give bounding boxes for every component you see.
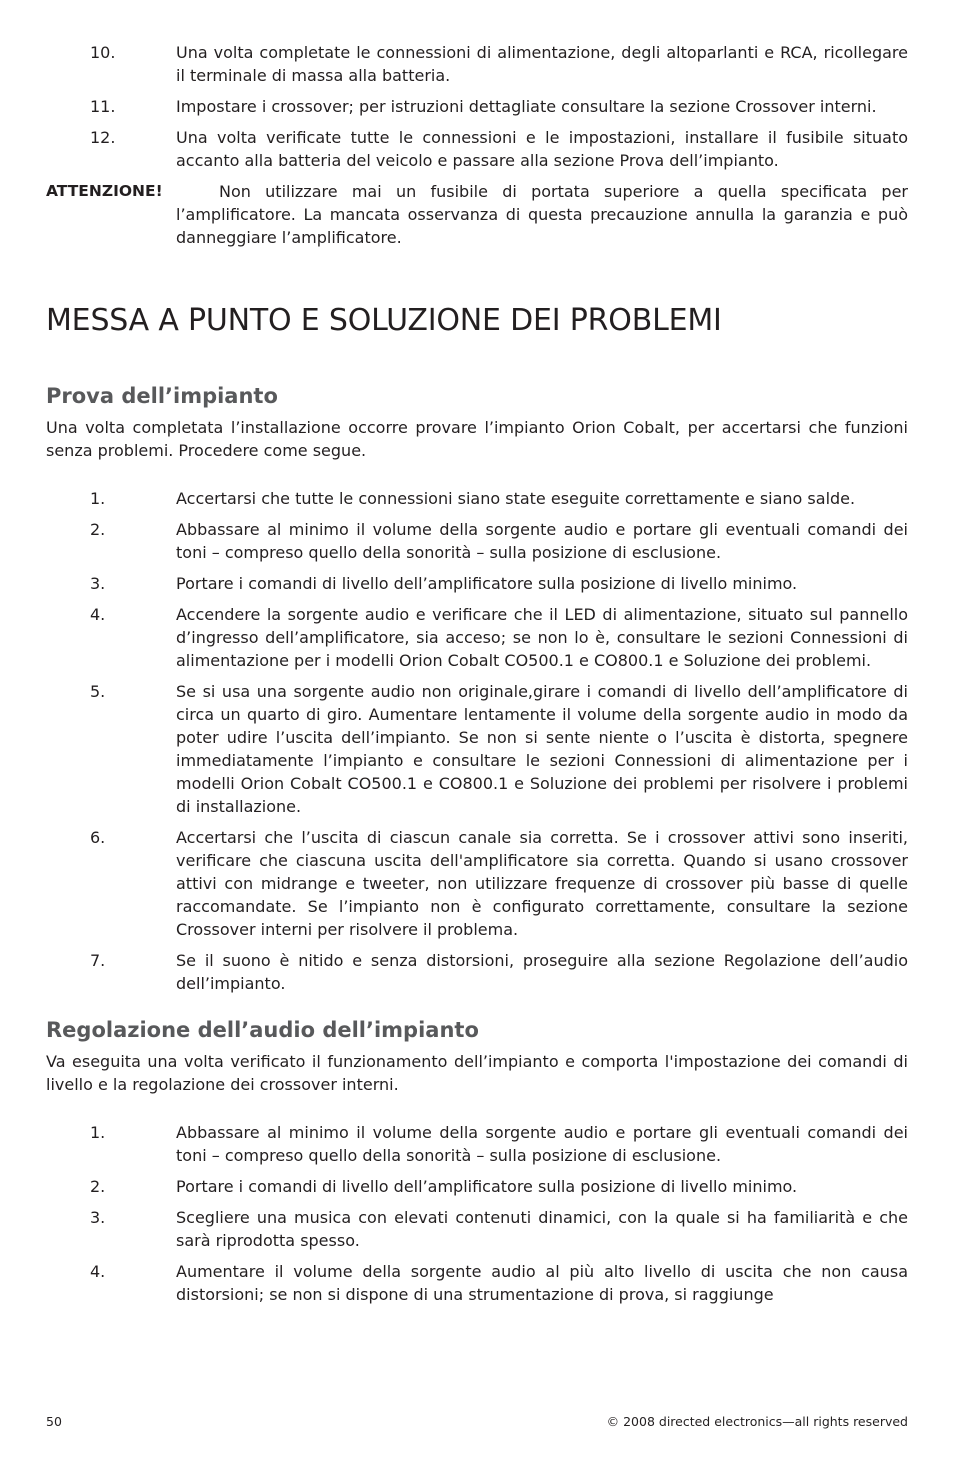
- warning-text: Non utilizzare mai un fusibile di portata superiore a quella specificata per l’amplificatore. La mancata osservanza di questa precauzione annulla la garanzia e può danneggiare l’amplificatore.: [176, 182, 908, 247]
- step-number: 1.: [90, 1123, 106, 1142]
- list-item: [46, 95, 908, 118]
- section-intro-prova: Una volta completata l’installazione occorre provare l’impianto Orion Cobalt, per accertarsi che funzioni senza problemi. Procedere come segue.: [46, 418, 908, 460]
- step-text: Accendere la sorgente audio e verificare che il LED di alimentazione, situato sul pannello d’ingresso dell’amplificatore, sia acceso; se non lo è, consultare le sezioni Connessioni di alimentazione per i modelli Orion Cobalt CO500.1 e CO800.1 e Soluzione dei problemi.: [176, 605, 908, 670]
- step-number: 1.: [90, 489, 106, 508]
- warning-block: [46, 180, 908, 249]
- step-number: 3.: [90, 1208, 106, 1227]
- copyright-notice: © 2008 directed electronics—all rights reserved: [606, 1414, 908, 1429]
- list-item: [46, 518, 908, 564]
- step-text: Aumentare il volume della sorgente audio al più alto livello di uscita che non causa distorsioni; se non si dispone di una strumentazione di prova, si raggiunge: [176, 1262, 908, 1304]
- document-page: [46, 41, 908, 1314]
- page-footer: [46, 1414, 908, 1429]
- step-text: Portare i comandi di livello dell’amplificatore sulla posizione di livello minimo.: [176, 574, 798, 593]
- step-text: Una volta verificate tutte le connessioni e le impostazioni, installare il fusibile situato accanto alla batteria del veicolo e passare alla sezione Prova dell’impianto.: [176, 128, 908, 170]
- list-item: [46, 487, 908, 510]
- intro-steps: [46, 41, 908, 172]
- step-text: Impostare i crossover; per istruzioni dettagliate consultare la sezione Crossover interni.: [176, 97, 877, 116]
- step-number: 2.: [90, 520, 106, 539]
- list-item: [46, 826, 908, 941]
- step-number: 3.: [90, 574, 106, 593]
- step-number: 7.: [90, 951, 106, 970]
- step-number: 12.: [90, 128, 116, 147]
- list-item: [46, 1175, 908, 1198]
- step-text: Scegliere una musica con elevati contenuti dinamici, con la quale si ha familiarità e che sarà riprodotta spesso.: [176, 1208, 908, 1250]
- step-number: 4.: [90, 1262, 106, 1281]
- section-heading-prova: Prova dell’impianto: [46, 384, 278, 408]
- section-intro-regolazione: Va eseguita una volta verificato il funzionamento dell’impianto e comporta l'impostazione dei comandi di livello e la regolazione dei crossover interni.: [46, 1052, 908, 1094]
- step-number: 11.: [90, 97, 116, 116]
- section-heading-regolazione: Regolazione dell’audio dell’impianto: [46, 1018, 479, 1042]
- page-number: 50: [46, 1414, 62, 1429]
- warning-label: ATTENZIONE!: [46, 182, 163, 200]
- steps-regolazione: [46, 1121, 908, 1306]
- step-text: Abbassare al minimo il volume della sorgente audio e portare gli eventuali comandi dei toni – compreso quello della sonorità – sulla posizione di esclusione.: [176, 1123, 908, 1165]
- list-item: [46, 680, 908, 818]
- step-number: 2.: [90, 1177, 106, 1196]
- step-text: Portare i comandi di livello dell’amplificatore sulla posizione di livello minimo.: [176, 1177, 798, 1196]
- step-number: 5.: [90, 682, 106, 701]
- list-item: [46, 572, 908, 595]
- step-number: 10.: [90, 43, 116, 62]
- list-item: [46, 603, 908, 672]
- step-text: Accertarsi che tutte le connessioni siano state eseguite correttamente e siano salde.: [176, 489, 856, 508]
- list-item: [46, 949, 908, 995]
- step-text: Abbassare al minimo il volume della sorgente audio e portare gli eventuali comandi dei toni – compreso quello della sonorità – sulla posizione di esclusione.: [176, 520, 908, 562]
- list-item: [46, 41, 908, 87]
- step-text: Se si usa una sorgente audio non originale,girare i comandi di livello dell’amplificatore di circa un quarto di giro. Aumentare lentamente il volume della sorgente audio in modo da poter udire l’uscita dell’impianto. Se non si sente niente o l’uscita è distorta, spegnere immediatamente l’impianto e consultare le sezioni Connessioni di alimentazione per i modelli Orion Cobalt CO500.1 e CO800.1 e Soluzione dei problemi per risolvere i problemi di installazione.: [176, 682, 908, 816]
- steps-prova: [46, 487, 908, 995]
- step-text: Se il suono è nitido e senza distorsioni, proseguire alla sezione Regolazione dell’audio dell’impianto.: [176, 951, 908, 993]
- step-number: 4.: [90, 605, 106, 624]
- list-item: [46, 126, 908, 172]
- page-title: MESSA A PUNTO E SOLUZIONE DEI PROBLEMI: [46, 303, 722, 338]
- step-text: Accertarsi che l’uscita di ciascun canale sia corretta. Se i crossover attivi sono inseriti, verificare che ciascuna uscita dell'amplificatore sia corretta. Quando si usano crossover attivi con midrange e tweeter, non utilizzare frequenze di crossover più basse di quelle raccomandate. Se l’impianto non è configurato correttamente, consultare la sezione Crossover interni per risolvere il problema.: [176, 828, 908, 939]
- step-text: Una volta completate le connessioni di alimentazione, degli altoparlanti e RCA, ricollegare il terminale di massa alla batteria.: [176, 43, 908, 85]
- list-item: [46, 1121, 908, 1167]
- step-number: 6.: [90, 828, 106, 847]
- list-item: [46, 1260, 908, 1306]
- list-item: [46, 1206, 908, 1252]
